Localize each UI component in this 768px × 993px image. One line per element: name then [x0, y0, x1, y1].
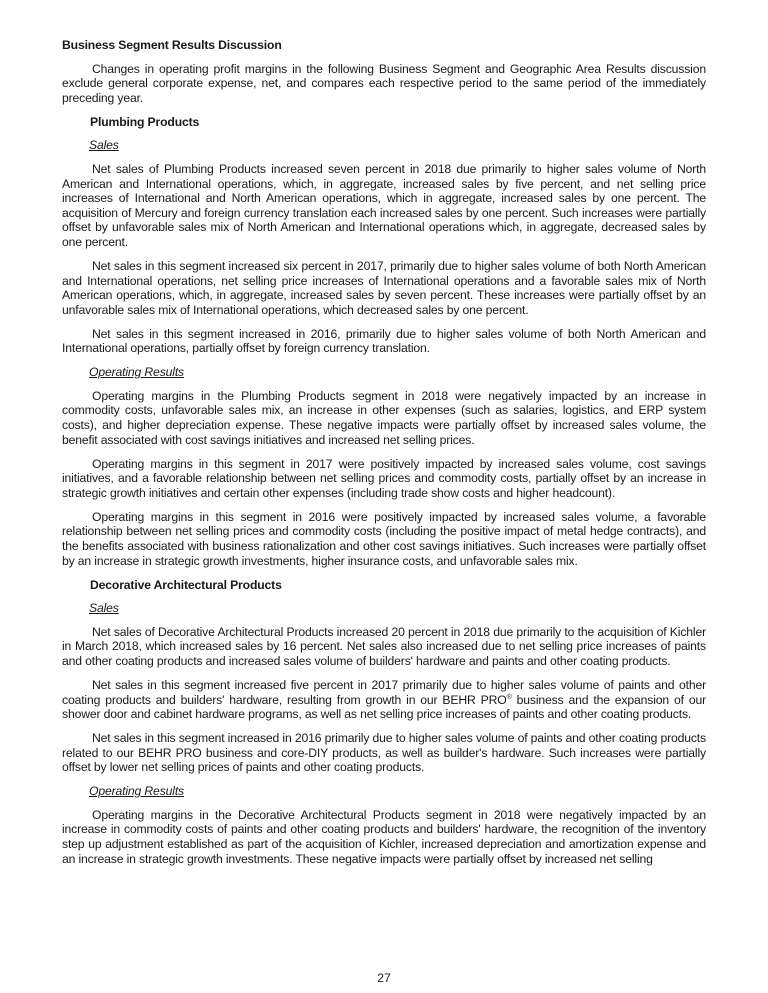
paragraph	[62, 678, 706, 722]
document-body	[62, 38, 706, 876]
paragraph: Operating margins in this segment in 2017 were positively impacted by increased sales volume, cost savings initiatives, and a favorable relationship between net selling prices and commodity costs, partially offset by an increase in strategic growth initiatives and certain other expenses (including trade show costs and higher headcount).	[62, 456, 706, 500]
paragraph: Operating margins in the Decorative Architectural Products segment in 2018 were negatively impacted by an increase in commodity costs of paints and other coating products and builders' hardware, the recognition of the inventory step up adjustment established as part of the acquisition of Kichler, increased depreciation and amortization expense and an increase in strategic growth investments. These negative impacts were partially offset by increased net selling	[62, 807, 706, 866]
section-heading: Business Segment Results Discussion	[62, 38, 282, 52]
subheading: Sales	[89, 138, 119, 153]
paragraph: Net sales of Plumbing Products increased seven percent in 2018 due primarily to higher sales volume of North American and International operations, which, in aggregate, increased sales by five percent, and net selling price increases of International and North American operations, which in aggregate, increased sales by one percent. The acquisition of Mercury and foreign currency translation each increased sales by one percent. Such increases were partially offset by unfavorable sales mix of North American and International operations which, in aggregate, decreased sales by one percent.	[62, 161, 706, 249]
paragraph: Changes in operating profit margins in the following Business Segment and Geographic Area Results discussion exclude general corporate expense, net, and compares each respective period to the same period of the immediately preceding year.	[62, 61, 706, 105]
subsection-heading: Decorative Architectural Products	[90, 577, 282, 592]
paragraph-text: Net sales in this segment increased five percent in 2017 primarily due to higher sales volume of paints and other coating products and builders' hardware, resulting from growth in our BEHR PRO	[62, 677, 706, 707]
paragraph-text: business and the expansion of our shower door and cabinet hardware programs, as well as net selling price increases of paints and other coating products.	[62, 692, 706, 722]
subheading: Operating Results	[89, 365, 184, 380]
subheading: Operating Results	[89, 784, 184, 799]
paragraph: Operating margins in the Plumbing Products segment in 2018 were negatively impacted by an increase in commodity costs, unfavorable sales mix, an increase in other expenses (such as salaries, logistics, and ERP system costs), and higher depreciation expense. These negative impacts were partially offset by increased sales volume, the benefit associated with cost savings initiatives and increased net selling prices.	[62, 388, 706, 447]
paragraph: Net sales of Decorative Architectural Products increased 20 percent in 2018 due primarily to the acquisition of Kichler in March 2018, which increased sales by 16 percent. Net sales also increased due to net selling price increases of paints and other coating products and increased sales volume of builders' hardware and paints and other coating products.	[62, 624, 706, 668]
registered-mark: ®	[506, 693, 512, 701]
subheading: Sales	[89, 601, 119, 616]
paragraph: Net sales in this segment increased six percent in 2017, primarily due to higher sales volume of both North American and International operations, net selling price increases of International operations and a favorable sales mix of North American operations, which, in aggregate, increased sales by seven percent. These increases were partially offset by an unfavorable sales mix of International operations, which decreased sales by one percent.	[62, 258, 706, 317]
paragraph: Operating margins in this segment in 2016 were positively impacted by increased sales volume, a favorable relationship between net selling prices and commodity costs (including the positive impact of metal hedge contracts), and the benefits associated with business rationalization and other cost savings initiatives. Such increases were partially offset by an increase in strategic growth investments, higher insurance costs, and unfavorable sales mix.	[62, 509, 706, 568]
paragraph: Net sales in this segment increased in 2016, primarily due to higher sales volume of both North American and International operations, partially offset by foreign currency translation.	[62, 326, 706, 356]
subsection-heading: Plumbing Products	[90, 114, 200, 129]
paragraph: Net sales in this segment increased in 2016 primarily due to higher sales volume of paints and other coating products related to our BEHR PRO business and core-DIY products, as well as builder's hardware. Such increases were partially offset by lower net selling prices of paints and other coating products.	[62, 731, 706, 775]
page-number: 27	[377, 971, 391, 985]
